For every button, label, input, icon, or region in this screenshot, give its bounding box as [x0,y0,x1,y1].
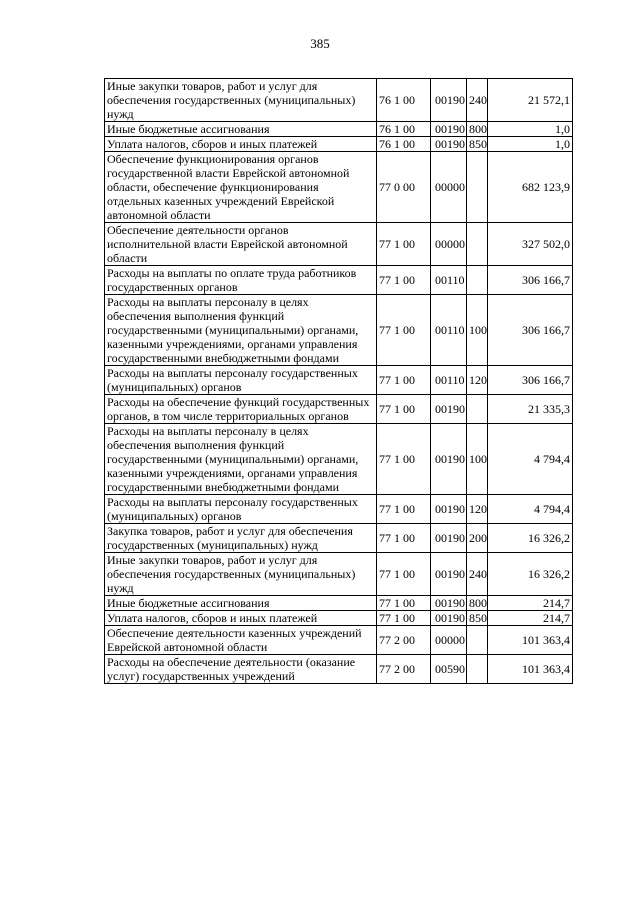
expense-type-cell: 120 [467,366,488,395]
amount-cell: 101 363,4 [488,626,573,655]
direction-code-cell: 00110 [431,366,467,395]
expense-type-cell: 200 [467,524,488,553]
table-row [105,366,573,395]
program-code-cell: 77 1 00 [377,424,431,495]
expense-type-cell [467,626,488,655]
table-row [105,152,573,223]
program-code-cell: 77 1 00 [377,266,431,295]
program-code-cell: 77 2 00 [377,655,431,684]
direction-code-cell: 00190 [431,424,467,495]
program-code-cell: 77 1 00 [377,524,431,553]
expense-type-cell: 240 [467,553,488,596]
program-code-cell: 77 1 00 [377,596,431,611]
direction-code-cell: 00190 [431,611,467,626]
program-code-cell: 77 1 00 [377,395,431,424]
table-row [105,266,573,295]
expense-name-cell: Расходы на выплаты персоналу в целях обеспечения выполнения функций государственными (муниципальными) органами, казенными учреждениями, органами управления государственными внебюджетными фондами [105,424,377,495]
amount-cell: 21 572,1 [488,79,573,122]
direction-code-cell: 00190 [431,596,467,611]
direction-code-cell: 00000 [431,223,467,266]
expense-name-cell: Расходы на выплаты персоналу государственных (муниципальных) органов [105,366,377,395]
expense-name-cell: Обеспечение функционирования органов государственной власти Еврейской автономной области, обеспечение функционирования отдельных казенных учреждений Еврейской автономной области [105,152,377,223]
amount-cell: 306 166,7 [488,266,573,295]
program-code-cell: 76 1 00 [377,137,431,152]
expense-type-cell: 850 [467,611,488,626]
amount-cell: 306 166,7 [488,366,573,395]
expense-type-cell [467,655,488,684]
direction-code-cell: 00190 [431,79,467,122]
amount-cell: 21 335,3 [488,395,573,424]
table-body [105,79,573,684]
expense-type-cell [467,395,488,424]
program-code-cell: 76 1 00 [377,122,431,137]
amount-cell: 214,7 [488,611,573,626]
direction-code-cell: 00190 [431,495,467,524]
program-code-cell: 77 1 00 [377,366,431,395]
table-row [105,553,573,596]
expense-type-cell [467,266,488,295]
expense-type-cell: 100 [467,424,488,495]
program-code-cell: 76 1 00 [377,79,431,122]
expense-name-cell: Уплата налогов, сборов и иных платежей [105,611,377,626]
table-row [105,655,573,684]
table-row [105,626,573,655]
expense-type-cell: 240 [467,79,488,122]
program-code-cell: 77 1 00 [377,611,431,626]
expense-name-cell: Расходы на выплаты по оплате труда работников государственных органов [105,266,377,295]
table-row [105,495,573,524]
amount-cell: 4 794,4 [488,495,573,524]
table-row [105,223,573,266]
expense-type-cell: 100 [467,295,488,366]
expense-name-cell: Обеспечение деятельности органов исполнительной власти Еврейской автономной области [105,223,377,266]
amount-cell: 1,0 [488,137,573,152]
amount-cell: 214,7 [488,596,573,611]
direction-code-cell: 00590 [431,655,467,684]
program-code-cell: 77 0 00 [377,152,431,223]
amount-cell: 1,0 [488,122,573,137]
direction-code-cell: 00110 [431,266,467,295]
table-row [105,137,573,152]
direction-code-cell: 00190 [431,524,467,553]
table-row [105,122,573,137]
program-code-cell: 77 1 00 [377,495,431,524]
direction-code-cell: 00110 [431,295,467,366]
program-code-cell: 77 2 00 [377,626,431,655]
expense-name-cell: Иные закупки товаров, работ и услуг для обеспечения государственных (муниципальных) нужд [105,553,377,596]
amount-cell: 16 326,2 [488,524,573,553]
program-code-cell: 77 1 00 [377,223,431,266]
table-row [105,79,573,122]
expense-name-cell: Иные бюджетные ассигнования [105,122,377,137]
table-row [105,295,573,366]
expense-name-cell: Расходы на обеспечение функций государственных органов, в том числе территориальных органов [105,395,377,424]
expense-name-cell: Уплата налогов, сборов и иных платежей [105,137,377,152]
amount-cell: 306 166,7 [488,295,573,366]
direction-code-cell: 00190 [431,122,467,137]
table-row [105,596,573,611]
expense-name-cell: Иные бюджетные ассигнования [105,596,377,611]
program-code-cell: 77 1 00 [377,553,431,596]
expense-type-cell: 800 [467,122,488,137]
amount-cell: 327 502,0 [488,223,573,266]
direction-code-cell: 00000 [431,626,467,655]
expense-name-cell: Обеспечение деятельности казенных учреждений Еврейской автономной области [105,626,377,655]
table-row [105,424,573,495]
amount-cell: 4 794,4 [488,424,573,495]
expense-type-cell [467,223,488,266]
direction-code-cell: 00190 [431,137,467,152]
expense-name-cell: Расходы на выплаты персоналу в целях обеспечения выполнения функций государственными (муниципальными) органами, казенными учреждениями, органами управления государственными внебюджетными фондами [105,295,377,366]
expense-name-cell: Расходы на выплаты персоналу государственных (муниципальных) органов [105,495,377,524]
amount-cell: 16 326,2 [488,553,573,596]
table-row [105,395,573,424]
table-row [105,611,573,626]
expense-name-cell: Закупка товаров, работ и услуг для обеспечения государственных (муниципальных) нужд [105,524,377,553]
budget-table [104,78,573,684]
expense-name-cell: Расходы на обеспечение деятельности (оказание услуг) государственных учреждений [105,655,377,684]
program-code-cell: 77 1 00 [377,295,431,366]
expense-type-cell [467,152,488,223]
amount-cell: 101 363,4 [488,655,573,684]
direction-code-cell: 00190 [431,395,467,424]
expense-type-cell: 120 [467,495,488,524]
direction-code-cell: 00000 [431,152,467,223]
expense-type-cell: 800 [467,596,488,611]
page-number: 385 [310,36,330,51]
expense-name-cell: Иные закупки товаров, работ и услуг для обеспечения государственных (муниципальных) нужд [105,79,377,122]
table-row [105,524,573,553]
direction-code-cell: 00190 [431,553,467,596]
expense-type-cell: 850 [467,137,488,152]
amount-cell: 682 123,9 [488,152,573,223]
